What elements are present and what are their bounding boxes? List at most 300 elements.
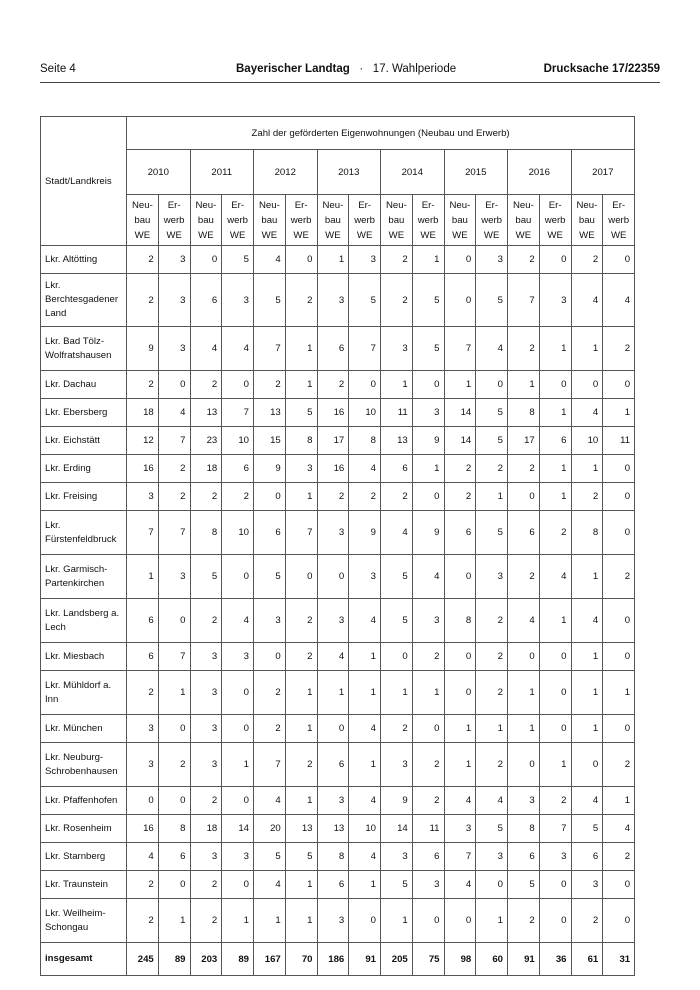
erwerb-value-cell: 2 [476, 455, 508, 483]
erwerb-value-cell: 0 [476, 371, 508, 399]
erwerb-value-cell: 10 [222, 427, 254, 455]
year-header: 2013 [317, 150, 381, 195]
neubau-value-cell: 167 [254, 943, 286, 976]
neubau-value-cell: 18 [190, 455, 222, 483]
erwerb-value-cell: 70 [285, 943, 317, 976]
neubau-value-cell: 2 [127, 246, 159, 274]
district-name: Lkr. Altötting [41, 246, 127, 274]
neubau-value-cell: 2 [571, 483, 603, 511]
neubau-header-text: bau [261, 214, 278, 226]
erwerb-value-cell: 0 [222, 787, 254, 815]
erwerb-header-text: WE [420, 229, 436, 241]
erwerb-value-cell: 1 [222, 899, 254, 943]
table-row [41, 555, 635, 599]
erwerb-value-cell: 2 [285, 643, 317, 671]
erwerb-value-cell: 5 [222, 246, 254, 274]
erwerb-value-cell: 2 [476, 599, 508, 643]
erwerb-header-text: werb [354, 214, 376, 226]
erwerb-header-text: WE [166, 229, 182, 241]
erwerb-header-text: Er- [358, 199, 372, 211]
erwerb-header-text: werb [544, 214, 566, 226]
erwerb-value-cell: 7 [349, 327, 381, 371]
neubau-value-cell: 4 [254, 871, 286, 899]
year-header: 2014 [381, 150, 445, 195]
neubau-value-cell: 2 [190, 599, 222, 643]
neubau-value-cell: 5 [381, 555, 413, 599]
erwerb-value-cell: 0 [222, 555, 254, 599]
erwerb-value-cell: 1 [285, 899, 317, 943]
erwerb-value-cell: 2 [476, 671, 508, 715]
erwerb-header-text: Er- [167, 199, 181, 211]
erwerb-value-cell: 36 [539, 943, 571, 976]
erwerb-value-cell: 9 [412, 511, 444, 555]
erwerb-header-text: werb [608, 214, 630, 226]
erwerb-value-cell: 1 [539, 399, 571, 427]
erwerb-value-cell: 0 [603, 371, 635, 399]
neubau-value-cell: 1 [444, 743, 476, 787]
neubau-value-cell: 1 [571, 671, 603, 715]
neubau-value-cell: 16 [317, 399, 349, 427]
erwerb-header-text: Er- [231, 199, 245, 211]
neubau-value-cell: 3 [381, 743, 413, 787]
neubau-value-cell: 23 [190, 427, 222, 455]
neubau-value-cell: 2 [190, 371, 222, 399]
neubau-value-cell: 6 [190, 274, 222, 327]
erwerb-value-cell: 7 [222, 399, 254, 427]
neubau-value-cell: 4 [127, 843, 159, 871]
neubau-value-cell: 1 [571, 327, 603, 371]
erwerb-value-cell: 4 [476, 787, 508, 815]
erwerb-value-cell: 6 [222, 455, 254, 483]
neubau-value-cell: 3 [254, 599, 286, 643]
neubau-value-cell: 9 [254, 455, 286, 483]
erwerb-value-cell: 14 [222, 815, 254, 843]
neubau-value-cell: 13 [190, 399, 222, 427]
erwerb-value-cell: 2 [603, 555, 635, 599]
neubau-value-cell: 1 [571, 715, 603, 743]
neubau-value-cell: 0 [444, 643, 476, 671]
neubau-value-cell: 17 [317, 427, 349, 455]
year-header: 2010 [127, 150, 191, 195]
neubau-value-cell: 2 [444, 483, 476, 511]
erwerb-value-cell: 5 [476, 274, 508, 327]
erwerb-value-cell: 1 [349, 643, 381, 671]
erwerb-value-cell: 7 [158, 511, 190, 555]
neubau-value-cell: 4 [444, 871, 476, 899]
erwerb-value-cell: 4 [158, 399, 190, 427]
neubau-value-cell: 3 [508, 787, 540, 815]
erwerb-value-cell: 0 [539, 715, 571, 743]
erwerb-value-cell: 7 [158, 427, 190, 455]
neubau-value-cell: 0 [190, 246, 222, 274]
neubau-value-cell: 3 [381, 327, 413, 371]
district-name: Lkr. Neuburg- Schrobenhausen [41, 743, 127, 787]
erwerb-value-cell: 5 [285, 843, 317, 871]
neubau-value-cell: 12 [127, 427, 159, 455]
neubau-value-cell: 2 [254, 671, 286, 715]
district-name: Lkr. Rosenheim [41, 815, 127, 843]
erwerb-value-cell: 2 [412, 743, 444, 787]
erwerb-value-cell: 1 [222, 743, 254, 787]
erwerb-value-cell: 0 [222, 871, 254, 899]
erwerb-value-cell: 0 [222, 715, 254, 743]
erwerb-value-cell: 3 [412, 599, 444, 643]
neubau-value-cell: 6 [444, 511, 476, 555]
neubau-value-cell: 8 [508, 399, 540, 427]
erwerb-value-cell: 1 [603, 787, 635, 815]
neubau-value-cell: 17 [508, 427, 540, 455]
erwerb-value-cell: 0 [222, 671, 254, 715]
table-row [41, 246, 635, 274]
erwerb-value-cell: 2 [349, 483, 381, 511]
neubau-value-cell: 0 [571, 743, 603, 787]
neubau-value-cell: 5 [381, 871, 413, 899]
neubau-value-cell: 9 [381, 787, 413, 815]
district-name: Lkr. Berchtesgadener Land [41, 274, 127, 327]
erwerb-value-cell: 1 [603, 671, 635, 715]
neubau-value-cell: 4 [571, 399, 603, 427]
erwerb-value-cell: 89 [222, 943, 254, 976]
table-row [41, 715, 635, 743]
erwerb-value-cell: 11 [412, 815, 444, 843]
erwerb-value-cell: 0 [603, 511, 635, 555]
neubau-value-cell: 8 [571, 511, 603, 555]
erwerb-value-cell: 1 [603, 399, 635, 427]
erwerb-value-cell: 3 [476, 555, 508, 599]
district-name: Lkr. München [41, 715, 127, 743]
erwerb-value-cell: 75 [412, 943, 444, 976]
neubau-value-cell: 0 [571, 371, 603, 399]
erwerb-value-cell: 4 [539, 555, 571, 599]
header-divider [40, 82, 660, 83]
neubau-value-cell: 0 [444, 274, 476, 327]
neubau-value-cell: 7 [508, 274, 540, 327]
neubau-value-cell: 2 [508, 555, 540, 599]
neubau-value-cell: 6 [317, 743, 349, 787]
neubau-value-cell: 2 [190, 899, 222, 943]
total-label: insgesamt [41, 943, 127, 976]
header-center [236, 63, 456, 75]
neubau-header-text: bau [451, 214, 468, 226]
erwerb-value-cell: 1 [285, 327, 317, 371]
district-name: Lkr. Weilheim- Schongau [41, 899, 127, 943]
erwerb-value-cell: 3 [158, 246, 190, 274]
neubau-we-header [317, 195, 349, 246]
erwerb-header-text: werb [163, 214, 185, 226]
erwerb-value-cell: 1 [539, 483, 571, 511]
neubau-header-text: Neu- [131, 199, 153, 211]
table-row [41, 483, 635, 511]
erwerb-value-cell: 1 [285, 371, 317, 399]
neubau-value-cell: 4 [571, 599, 603, 643]
total-row [41, 943, 635, 976]
neubau-value-cell: 3 [317, 787, 349, 815]
neubau-value-cell: 3 [190, 671, 222, 715]
erwerb-we-header [349, 195, 381, 246]
subheader-row [41, 195, 635, 246]
neubau-value-cell: 2 [127, 671, 159, 715]
erwerb-header-text: werb [290, 214, 312, 226]
neubau-value-cell: 0 [444, 246, 476, 274]
district-name: Lkr. Pfaffenhofen [41, 787, 127, 815]
neubau-value-cell: 6 [127, 643, 159, 671]
erwerb-value-cell: 1 [539, 599, 571, 643]
erwerb-we-header [222, 195, 254, 246]
erwerb-value-cell: 3 [222, 643, 254, 671]
table-row [41, 455, 635, 483]
erwerb-value-cell: 0 [158, 599, 190, 643]
erwerb-value-cell: 1 [349, 671, 381, 715]
neubau-value-cell: 8 [317, 843, 349, 871]
neubau-value-cell: 4 [381, 511, 413, 555]
erwerb-value-cell: 2 [603, 843, 635, 871]
table-row [41, 371, 635, 399]
erwerb-header-text: Er- [421, 199, 435, 211]
erwerb-value-cell: 1 [539, 327, 571, 371]
erwerb-value-cell: 3 [412, 871, 444, 899]
erwerb-value-cell: 4 [412, 555, 444, 599]
neubau-value-cell: 6 [508, 511, 540, 555]
erwerb-value-cell: 11 [603, 427, 635, 455]
district-name: Lkr. Landsberg a. Lech [41, 599, 127, 643]
erwerb-value-cell: 4 [349, 843, 381, 871]
neubau-value-cell: 7 [254, 743, 286, 787]
erwerb-value-cell: 2 [539, 787, 571, 815]
neubau-header-text: WE [198, 229, 214, 241]
erwerb-value-cell: 9 [412, 427, 444, 455]
erwerb-value-cell: 0 [603, 899, 635, 943]
neubau-header-text: WE [325, 229, 341, 241]
neubau-header-text: WE [261, 229, 278, 241]
year-header: 2012 [254, 150, 318, 195]
neubau-value-cell: 1 [444, 371, 476, 399]
erwerb-value-cell: 2 [603, 743, 635, 787]
neubau-value-cell: 2 [190, 483, 222, 511]
erwerb-value-cell: 3 [539, 843, 571, 871]
neubau-value-cell: 2 [508, 455, 540, 483]
neubau-header-text: Neu- [449, 199, 471, 211]
district-name: Lkr. Traunstein [41, 871, 127, 899]
table-row [41, 399, 635, 427]
neubau-value-cell: 3 [127, 715, 159, 743]
neubau-value-cell: 4 [571, 787, 603, 815]
neubau-value-cell: 7 [444, 843, 476, 871]
erwerb-header-text: WE [610, 229, 627, 241]
neubau-value-cell: 0 [381, 643, 413, 671]
header-separator: · [359, 63, 364, 75]
erwerb-value-cell: 6 [539, 427, 571, 455]
neubau-value-cell: 8 [190, 511, 222, 555]
erwerb-value-cell: 0 [539, 643, 571, 671]
neubau-value-cell: 4 [317, 643, 349, 671]
erwerb-value-cell: 0 [158, 787, 190, 815]
neubau-value-cell: 61 [571, 943, 603, 976]
neubau-value-cell: 2 [317, 483, 349, 511]
neubau-header-text: bau [197, 214, 214, 226]
table-row [41, 643, 635, 671]
year-header: 2016 [508, 150, 572, 195]
district-name: Lkr. Miesbach [41, 643, 127, 671]
erwerb-we-header [412, 195, 444, 246]
erwerb-value-cell: 5 [349, 274, 381, 327]
erwerb-value-cell: 2 [603, 327, 635, 371]
neubau-value-cell: 13 [317, 815, 349, 843]
neubau-value-cell: 0 [508, 643, 540, 671]
erwerb-value-cell: 1 [285, 871, 317, 899]
erwerb-value-cell: 3 [158, 555, 190, 599]
neubau-value-cell: 14 [381, 815, 413, 843]
erwerb-value-cell: 4 [349, 599, 381, 643]
erwerb-value-cell: 0 [158, 371, 190, 399]
erwerb-value-cell: 8 [349, 427, 381, 455]
neubau-value-cell: 2 [190, 871, 222, 899]
neubau-value-cell: 91 [508, 943, 540, 976]
neubau-value-cell: 4 [508, 599, 540, 643]
neubau-header-text: bau [324, 214, 341, 226]
neubau-value-cell: 3 [190, 843, 222, 871]
column-header-stadt-landkreis: Stadt/Landkreis [41, 117, 127, 246]
erwerb-value-cell: 1 [412, 671, 444, 715]
erwerb-value-cell: 8 [158, 815, 190, 843]
district-name: Lkr. Mühldorf a. Inn [41, 671, 127, 715]
neubau-we-header [444, 195, 476, 246]
neubau-value-cell: 1 [444, 715, 476, 743]
district-name: Lkr. Ebersberg [41, 399, 127, 427]
erwerb-value-cell: 0 [603, 246, 635, 274]
neubau-value-cell: 7 [127, 511, 159, 555]
neubau-value-cell: 4 [254, 787, 286, 815]
erwerb-value-cell: 1 [285, 483, 317, 511]
district-name: Lkr. Fürstenfeldbruck [41, 511, 127, 555]
neubau-header-text: WE [388, 229, 405, 241]
neubau-value-cell: 6 [508, 843, 540, 871]
erwerb-value-cell: 60 [476, 943, 508, 976]
erwerb-value-cell: 4 [603, 274, 635, 327]
erwerb-value-cell: 5 [412, 274, 444, 327]
erwerb-value-cell: 89 [158, 943, 190, 976]
erwerb-value-cell: 9 [349, 511, 381, 555]
erwerb-value-cell: 0 [412, 715, 444, 743]
neubau-value-cell: 3 [317, 599, 349, 643]
neubau-value-cell: 5 [254, 274, 286, 327]
erwerb-value-cell: 2 [158, 455, 190, 483]
erwerb-header-text: Er- [485, 199, 499, 211]
neubau-header-text: bau [134, 214, 151, 226]
neubau-value-cell: 2 [508, 899, 540, 943]
neubau-header-text: Neu- [512, 199, 534, 211]
neubau-header-text: Neu- [576, 199, 598, 211]
neubau-value-cell: 3 [127, 483, 159, 511]
neubau-value-cell: 3 [190, 643, 222, 671]
erwerb-header-text: werb [227, 214, 249, 226]
erwerb-value-cell: 0 [349, 899, 381, 943]
housing-table [40, 116, 635, 976]
neubau-value-cell: 18 [190, 815, 222, 843]
neubau-value-cell: 3 [317, 274, 349, 327]
erwerb-value-cell: 7 [539, 815, 571, 843]
neubau-value-cell: 0 [254, 643, 286, 671]
erwerb-value-cell: 3 [222, 274, 254, 327]
document-number: Drucksache 17/22359 [543, 63, 660, 75]
neubau-value-cell: 1 [381, 899, 413, 943]
neubau-we-header [381, 195, 413, 246]
erwerb-value-cell: 1 [349, 743, 381, 787]
neubau-header-text: bau [578, 214, 595, 226]
neubau-value-cell: 5 [508, 871, 540, 899]
neubau-value-cell: 1 [254, 899, 286, 943]
neubau-value-cell: 1 [508, 371, 540, 399]
erwerb-value-cell: 4 [603, 815, 635, 843]
neubau-value-cell: 7 [254, 327, 286, 371]
erwerb-value-cell: 1 [285, 671, 317, 715]
erwerb-value-cell: 2 [285, 599, 317, 643]
erwerb-value-cell: 0 [603, 455, 635, 483]
erwerb-value-cell: 5 [412, 327, 444, 371]
erwerb-value-cell: 3 [412, 399, 444, 427]
neubau-value-cell: 2 [127, 371, 159, 399]
erwerb-value-cell: 10 [349, 815, 381, 843]
district-name: Lkr. Dachau [41, 371, 127, 399]
erwerb-value-cell: 2 [476, 743, 508, 787]
erwerb-value-cell: 1 [349, 871, 381, 899]
year-header: 2017 [571, 150, 635, 195]
neubau-value-cell: 1 [571, 643, 603, 671]
neubau-value-cell: 6 [254, 511, 286, 555]
neubau-value-cell: 13 [381, 427, 413, 455]
neubau-value-cell: 3 [190, 743, 222, 787]
erwerb-value-cell: 0 [603, 643, 635, 671]
erwerb-value-cell: 8 [285, 427, 317, 455]
neubau-value-cell: 2 [571, 899, 603, 943]
erwerb-value-cell: 0 [603, 599, 635, 643]
neubau-value-cell: 9 [127, 327, 159, 371]
erwerb-header-text: Er- [548, 199, 562, 211]
neubau-header-text: WE [452, 229, 468, 241]
neubau-value-cell: 0 [444, 899, 476, 943]
neubau-value-cell: 98 [444, 943, 476, 976]
erwerb-value-cell: 3 [222, 843, 254, 871]
erwerb-header-text: WE [483, 229, 500, 241]
erwerb-we-header [476, 195, 508, 246]
erwerb-value-cell: 6 [412, 843, 444, 871]
neubau-we-header [190, 195, 222, 246]
erwerb-value-cell: 3 [158, 274, 190, 327]
district-name: Lkr. Garmisch- Partenkirchen [41, 555, 127, 599]
publisher: Bayerischer Landtag [236, 63, 350, 75]
neubau-header-text: Neu- [195, 199, 217, 211]
erwerb-value-cell: 7 [158, 643, 190, 671]
erwerb-value-cell: 0 [285, 246, 317, 274]
erwerb-value-cell: 1 [476, 899, 508, 943]
erwerb-value-cell: 0 [539, 246, 571, 274]
erwerb-value-cell: 5 [476, 511, 508, 555]
table-row [41, 871, 635, 899]
neubau-value-cell: 2 [127, 871, 159, 899]
erwerb-value-cell: 1 [476, 715, 508, 743]
erwerb-value-cell: 3 [476, 246, 508, 274]
erwerb-value-cell: 3 [349, 555, 381, 599]
neubau-header-text: Neu- [258, 199, 280, 211]
neubau-value-cell: 18 [127, 399, 159, 427]
erwerb-value-cell: 4 [476, 327, 508, 371]
erwerb-value-cell: 2 [412, 787, 444, 815]
table-row [41, 599, 635, 643]
erwerb-value-cell: 0 [158, 871, 190, 899]
erwerb-value-cell: 2 [285, 743, 317, 787]
neubau-we-header [127, 195, 159, 246]
neubau-value-cell: 10 [571, 427, 603, 455]
neubau-value-cell: 5 [254, 555, 286, 599]
